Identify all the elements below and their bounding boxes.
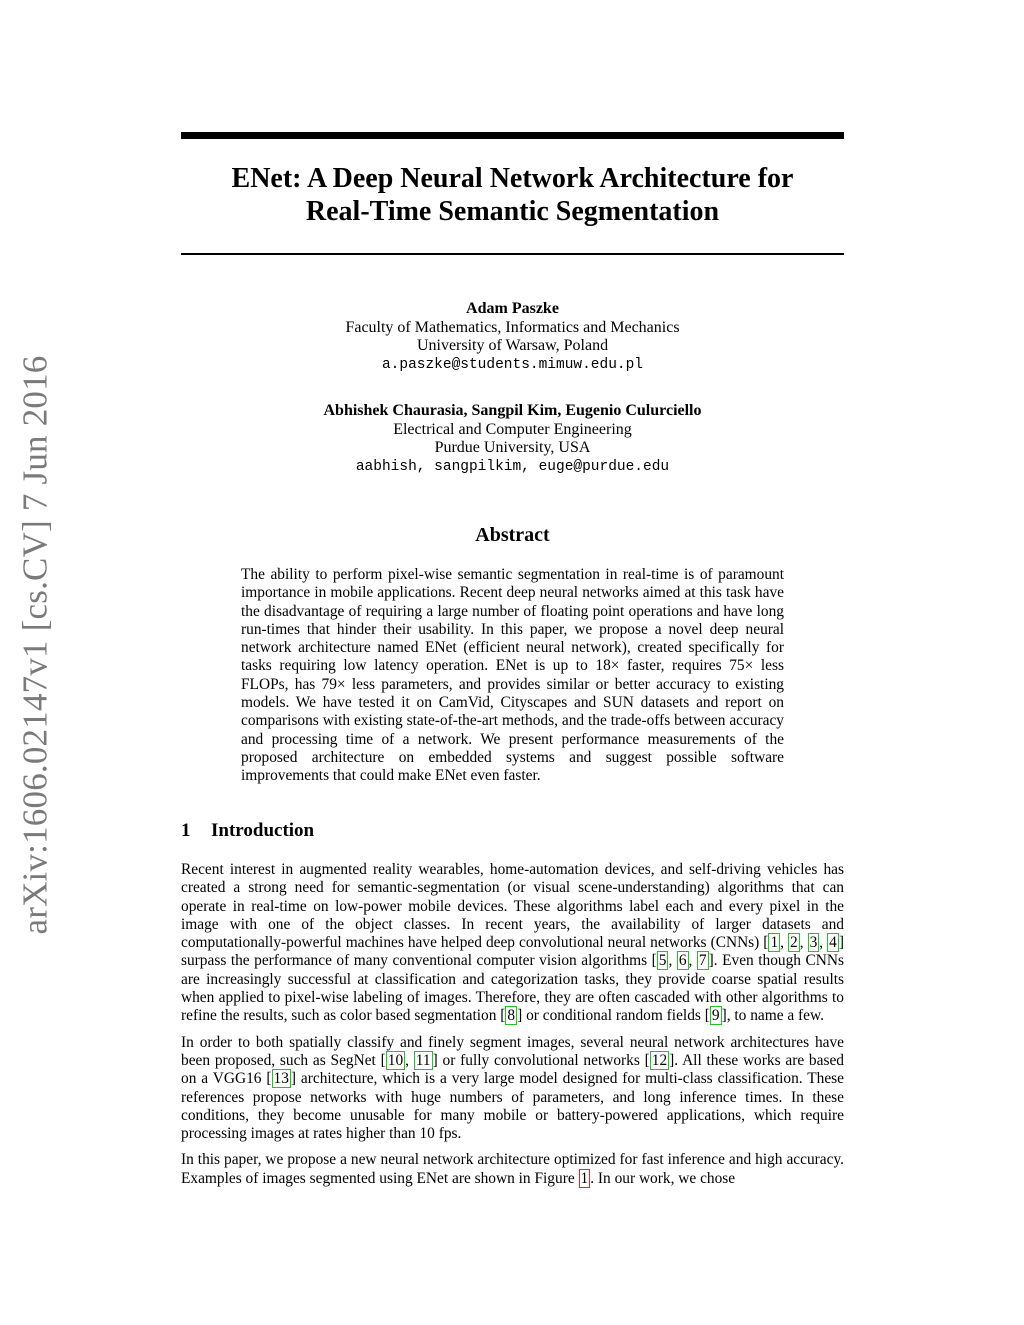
citation-link[interactable]: 5 — [658, 952, 667, 970]
abstract-text: The ability to perform pixel-wise semantic segmentation in real-time is of paramount importance in mobile applications. Recent deep neural networks aimed at this task have the disadvantage of requiring a large number of floating point operations and have long run-times that hinder their usability. In this paper, we propose a novel deep neural network architecture named ENet (efficient neural network), created specifically for tasks requiring low latency operation. ENet is up to 18× faster, requires 75× less FLOPs, has 79× less parameters, and provides similar or better accuracy to existing models. We have tested it on CamVid, Cityscapes and SUN datasets and report on comparisons with existing state-of-the-art methods, and the trade-offs between accuracy and processing time of a network. We present performance measurements of the proposed architecture on embedded systems and suggest possible software improvements that could make ENet even faster. — [241, 566, 784, 785]
citation-link[interactable]: 4 — [829, 934, 837, 952]
author-block-2 — [181, 402, 844, 476]
citation-link[interactable]: 9 — [711, 1007, 720, 1025]
citation-link[interactable]: 2 — [790, 934, 798, 952]
introduction-body — [181, 861, 844, 1196]
author-block-1 — [181, 300, 844, 374]
paragraph: Recent interest in augmented reality wearables, home-automation devices, and self-driving vehicles has created a strong need for semantic-segmentation (or visual scene-understanding) algorithms that can operate in real-time on low-power mobile devices. These algorithms label each and every pixel in the image with one of the object classes. In recent years, the availability of larger datasets and computationally-powerful machines have helped deep convolutional neural networks (CNNs) [ 1 , 2 , 3 , 4 ] surpass the performance of many conventional computer vision algorithms [ 5 , 6 , 7 ]. Even though CNNs are increasingly successful at classification and categorization tasks, they provide coarse spatial results when applied to pixel-wise labeling of images. Therefore, they are often cascaded with other algorithms to refine the results, such as color based segmentation [ 8 ] or conditional random fields [ 9 ], to name a few. — [181, 861, 845, 1025]
citation-link[interactable]: 1 — [770, 934, 779, 952]
citation-link[interactable]: 11 — [415, 1051, 431, 1069]
paragraph-text: In this paper, we propose a new neural network architecture optimized for fast inference and high accuracy. Examples of images segmented using ENet are shown in Figure — [181, 1151, 844, 1187]
figure-link[interactable]: 1 — [580, 1169, 589, 1187]
paragraph-text: ] or fully convolutional networks [ — [432, 1051, 650, 1069]
title-bottom-rule — [181, 253, 844, 255]
paragraph-text: ]. Even though CNNs are increasingly successful at classification and categorization tasks, they provide coarse spatial results when applied to pixel-wise labeling of images. Therefore, they are often cascaded with other algorithms to refine the results, such as color based segmentation [ — [181, 952, 844, 1025]
paragraph: In order to both spatially classify and finely segment images, several neural network architectures have been proposed, such as SegNet [ 10 , 11 ] or fully convolutional networks [ 12 ]. All these works are based on a VGG16 [ 13 ] architecture, which is a very large model designed for multi-class classification. These references propose networks with huge numbers of parameters, and long inference times. In these conditions, they become unusable for many mobile or battery-powered applications, which require processing images at rates higher than 10 fps. — [181, 1033, 844, 1143]
paragraph-text: ]. All these works are based on a VGG16 [ — [181, 1051, 844, 1088]
citation-link[interactable]: 8 — [507, 1007, 516, 1025]
arxiv-side-stamp — [8, 355, 64, 935]
citation-link[interactable]: 12 — [651, 1051, 668, 1069]
paragraph — [181, 1151, 844, 1188]
section-number: 1 — [181, 820, 191, 841]
paper-title — [181, 162, 844, 228]
author-affiliation: Electrical and Computer Engineering — [393, 420, 632, 438]
paragraph-text: Recent interest in augmented reality wearables, home-automation devices, and self-driving vehicles has created a strong need for semantic-segmentation (or visual scene-understanding) algorithms that can operate in real-time on low-power mobile devices. These algorithms label each and every pixel in the image with one of the object classes. In recent years, the availability of larger datasets and computationally-powerful machines have helped deep convolutional neural networks (CNNs) [ — [181, 861, 844, 952]
citation-link[interactable]: 10 — [387, 1051, 404, 1069]
author-name: Adam Paszke — [466, 300, 559, 317]
author-names: Abhishek Chaurasia, Sangpil Kim, Eugenio Culurciello — [323, 402, 702, 419]
paragraph-text: . In our work, we chose — [590, 1169, 736, 1187]
paragraph-text: In order to both spatially classify and finely segment images, several neural network architectures have been proposed, such as SegNet [ — [181, 1033, 844, 1069]
author-institution: University of Warsaw, Poland — [416, 337, 609, 354]
title-line-1: ENet: A Deep Neural Network Architecture for — [231, 163, 794, 194]
title-top-rule — [181, 132, 844, 139]
paragraph-text: ], to name a few. — [721, 1007, 824, 1025]
section-heading-introduction — [181, 820, 314, 842]
paragraph-text: ] surpass the performance of many conventional computer vision algorithms [ — [181, 934, 845, 970]
title-line-2: Real-Time Semantic Segmentation — [305, 196, 720, 227]
citation-link[interactable]: 6 — [678, 952, 687, 970]
citation-link[interactable]: 7 — [698, 952, 707, 970]
author-affiliation: Faculty of Mathematics, Informatics and Mechanics — [345, 318, 680, 336]
paragraph-text: ] or conditional random fields [ — [517, 1007, 710, 1025]
paragraph-text: ] architecture, which is a very large model designed for multi-class classification. These references propose networks with huge numbers of parameters, and long inference times. In these conditions, they become unusable for many mobile or battery-powered applications, which require processing images at rates higher than 10 fps. — [181, 1070, 844, 1143]
author-email: a.paszke@students.mimuw.edu.pl — [381, 356, 644, 373]
author-institution: Purdue University, USA — [434, 439, 591, 456]
section-title: Introduction — [211, 820, 315, 841]
abstract-heading: Abstract — [475, 524, 550, 546]
citation-link[interactable]: 13 — [273, 1070, 289, 1088]
arxiv-identifier: arXiv:1606.02147v1 [cs.CV] 7 Jun 2016 — [16, 355, 55, 935]
citation-link[interactable]: 3 — [809, 934, 818, 952]
author-emails: aabhish, sangpilkim, euge@purdue.edu — [355, 458, 670, 475]
